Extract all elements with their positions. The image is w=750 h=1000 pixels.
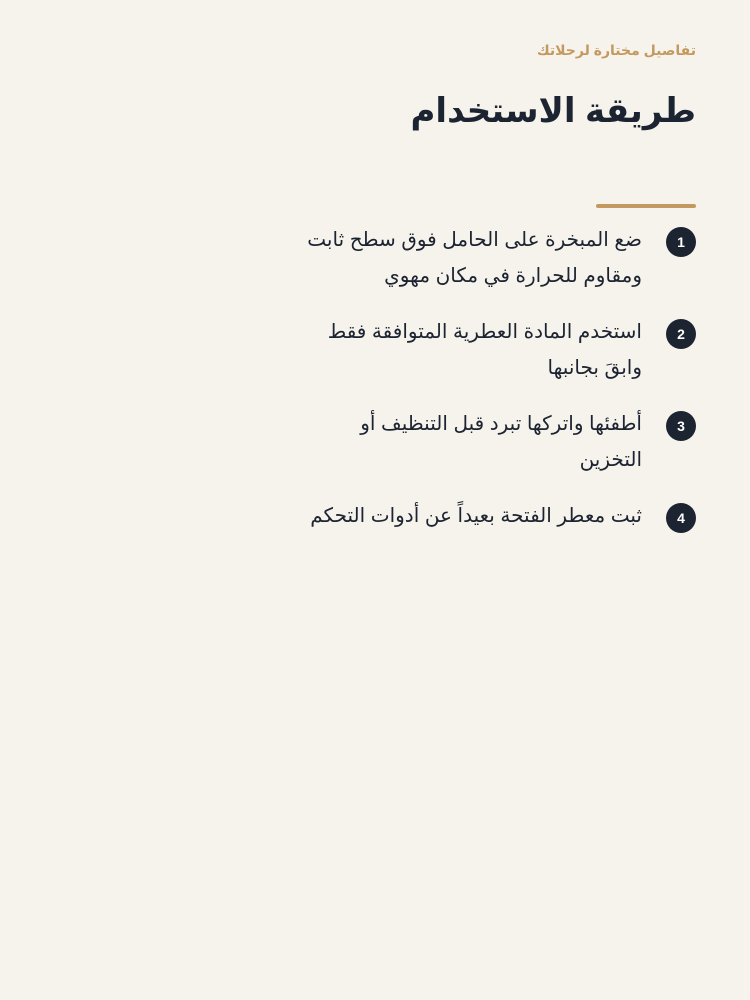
accent-divider [596, 204, 696, 208]
step-item [276, 222, 696, 294]
section-eyebrow: تفاصيل مختارة لرحلاتك [536, 42, 696, 58]
step-number-badge: 4 [666, 503, 696, 533]
step-item [276, 314, 696, 386]
step-number-badge: 1 [666, 227, 696, 257]
step-item [276, 406, 696, 478]
page-title: طريقة الاستخدام [410, 92, 696, 130]
step-text: استخدم المادة العطرية المتوافقة فقط وابقَ بجانبها [327, 321, 642, 379]
step-text: ضع المبخرة على الحامل فوق سطح ثابت ومقاوم للحرارة في مكان مهوي [307, 229, 642, 287]
step-number-badge: 2 [666, 319, 696, 349]
usage-steps-list [276, 222, 696, 554]
step-number-badge: 3 [666, 411, 696, 441]
step-text: ثبت معطر الفتحة بعيداً عن أدوات التحكم [310, 505, 642, 527]
step-item [276, 498, 696, 534]
step-text: أطفئها واتركها تبرد قبل التنظيف أو التخزين [360, 413, 642, 471]
